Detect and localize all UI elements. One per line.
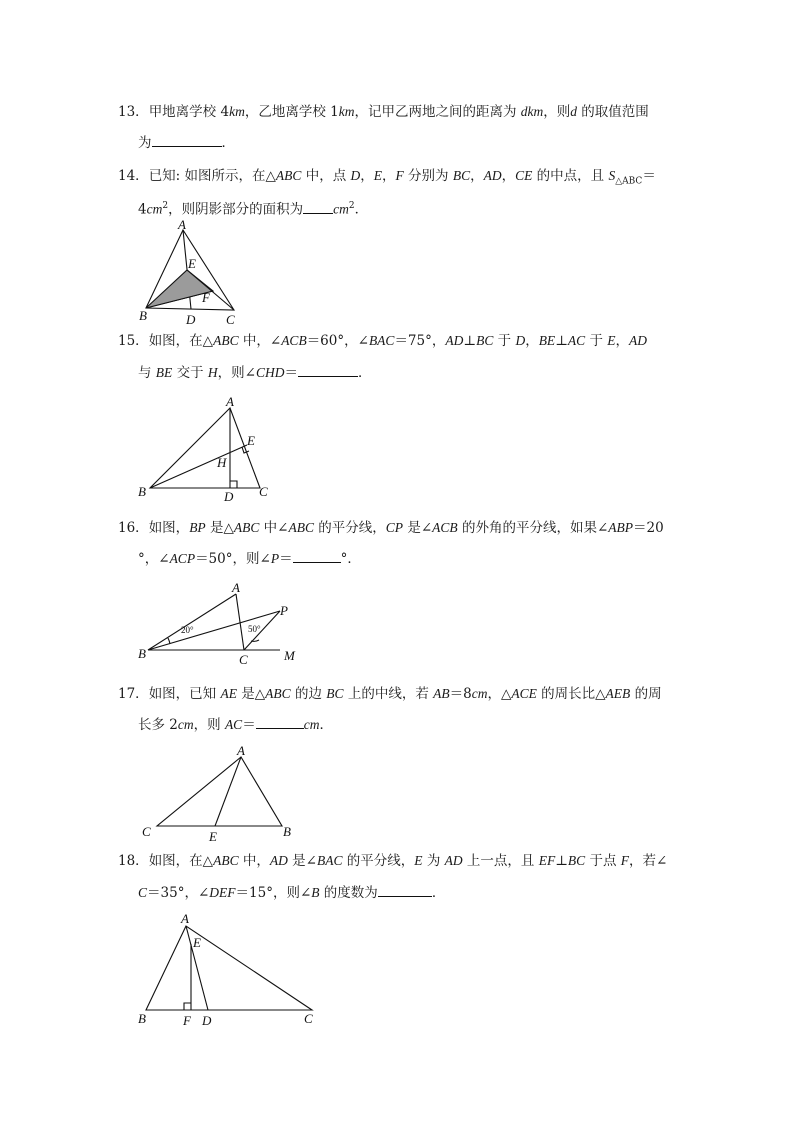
q15-text: 如图，在△ <box>148 333 214 349</box>
q16-var: BP <box>189 520 206 535</box>
q16-var: P <box>270 551 280 566</box>
q15-text: 于 <box>493 333 516 349</box>
q18-text: ． <box>431 885 446 901</box>
q15-var: BE <box>538 333 556 348</box>
q18-var: F <box>620 853 630 868</box>
q18-var: AD <box>269 853 288 868</box>
q13-text: 为 <box>138 135 152 151</box>
q18-var: BC <box>567 853 586 868</box>
q14-text: 分别为 <box>403 168 453 184</box>
label-c: C <box>304 1011 313 1026</box>
q15-figure <box>134 392 279 504</box>
q16-var: ABC <box>233 520 260 535</box>
label-c: C <box>142 824 151 839</box>
q14-var: F <box>395 168 404 183</box>
q15-var: CHD <box>255 365 285 380</box>
label-e: E <box>247 433 255 448</box>
q16-text: 是△ <box>205 520 234 536</box>
label-e: E <box>188 256 196 271</box>
label-a: A <box>226 394 234 409</box>
label-e: E <box>193 935 201 950</box>
label-f: F <box>183 1013 191 1028</box>
q17-var: AB <box>433 686 450 701</box>
q18-text: ＝15°，则∠ <box>235 885 312 901</box>
q17-var: ABC <box>265 686 291 701</box>
q14-var: BC <box>452 168 471 183</box>
q18-var: E <box>414 853 423 868</box>
q17-var: ACE <box>511 686 537 701</box>
q17-text: 的周长比△ <box>536 686 606 702</box>
label-e: E <box>209 829 217 844</box>
q15-text: ＝60°，∠ <box>306 333 369 349</box>
answer-blank[interactable] <box>298 364 358 377</box>
q16-text: ＝20 <box>633 520 664 536</box>
angle-label-50: 50° <box>248 624 261 634</box>
q16-figure <box>134 580 304 670</box>
q18-var: AD <box>444 853 463 868</box>
q15-line1 <box>118 331 647 351</box>
q15-text: 与 <box>138 365 156 381</box>
q16-text: 中∠ <box>259 520 289 536</box>
q18-line1 <box>118 851 667 871</box>
q18-text: 为 <box>422 853 445 869</box>
q18-text: 如图，在△ <box>148 853 214 869</box>
q14-text: ． <box>354 201 369 218</box>
q16-var: ABC <box>288 520 314 535</box>
q18-triangle-abc <box>146 926 312 1010</box>
q13-text: ． <box>221 135 235 151</box>
angle-label-20: 20° <box>181 625 194 635</box>
label-d: D <box>224 489 234 504</box>
answer-blank[interactable] <box>256 716 304 729</box>
q17-figure <box>134 740 304 846</box>
q14-number: 14． <box>118 168 149 184</box>
answer-blank[interactable] <box>152 134 222 147</box>
q15-text: 交于 <box>172 365 208 381</box>
q18-line2 <box>138 883 445 903</box>
q15-text: ， <box>615 333 629 349</box>
q14-text: ＝ <box>642 168 656 184</box>
q15-var: AD <box>629 333 647 348</box>
q16-text: °，∠ <box>138 551 170 567</box>
label-b: B <box>283 824 291 839</box>
q13-var: d <box>570 104 578 119</box>
q15-triangle-abc <box>150 408 260 488</box>
q14-subscript: △ABC <box>615 176 643 187</box>
q15-var: H <box>207 365 218 380</box>
q15-var: ABC <box>213 333 239 348</box>
q17-var: AE <box>220 686 237 701</box>
q17-text: 的边 <box>290 686 327 702</box>
q17-var: cm <box>177 717 194 732</box>
q13-text: 的取值范围 <box>577 104 649 120</box>
q17-line1 <box>118 684 662 704</box>
label-d: D <box>202 1013 212 1028</box>
q16-var: ACP <box>169 551 196 566</box>
label-a: A <box>237 743 245 758</box>
q18-text: ＝35°，∠ <box>147 885 210 901</box>
q14-text: 4 <box>138 201 147 218</box>
answer-blank[interactable] <box>293 550 341 563</box>
q14-text: ， <box>382 168 396 184</box>
q16-text: ＝50°，则∠ <box>195 551 271 567</box>
label-h: H <box>217 455 227 470</box>
label-c: C <box>259 484 268 499</box>
label-b: B <box>139 308 147 323</box>
q13-text: ，则 <box>543 104 571 120</box>
q14-text: 中，点 <box>301 168 351 184</box>
label-a: A <box>178 218 186 232</box>
label-f: F <box>202 290 210 305</box>
q18-text: 的平分线， <box>342 853 415 869</box>
q17-text: 是△ <box>236 686 266 702</box>
q18-right-angle-f <box>184 1003 191 1010</box>
q16-text: ＝ <box>279 551 293 567</box>
q15-var: BE <box>155 365 173 380</box>
label-c: C <box>239 652 248 667</box>
answer-blank[interactable] <box>303 201 333 214</box>
q17-text: ＝ <box>242 717 256 733</box>
q15-number: 15． <box>118 333 149 349</box>
q17-text: 的周 <box>630 686 662 702</box>
q18-var: DEF <box>209 885 236 900</box>
q15-line2 <box>138 363 371 383</box>
q14-text: ，则阴影部分的面积为 <box>168 201 304 218</box>
q18-text: 是∠ <box>287 853 317 869</box>
q16-side-ba <box>148 594 236 650</box>
q16-line1 <box>118 518 664 538</box>
q18-var: B <box>311 885 320 900</box>
q18-var: ABC <box>213 853 239 868</box>
q16-text: 是∠ <box>403 520 433 536</box>
q17-text: ，△ <box>487 686 512 702</box>
q14-text: 已知: 如图所示，在△ <box>148 168 276 184</box>
q14-text: ， <box>470 168 484 184</box>
q18-text: 中， <box>238 853 270 869</box>
q15-var: BAC <box>368 333 395 348</box>
q14-superscript: 2 <box>162 201 169 211</box>
q16-line2 <box>138 549 361 569</box>
q18-figure <box>134 910 324 1032</box>
q15-text: ， <box>525 333 539 349</box>
q16-text: °． <box>340 551 361 567</box>
q14-line2 <box>138 196 368 220</box>
label-a: A <box>181 911 189 926</box>
q18-number: 18． <box>118 853 149 869</box>
q18-var: C <box>138 885 148 900</box>
q15-text: ⊥ <box>555 333 568 349</box>
label-p: P <box>280 603 288 618</box>
q15-var: ACB <box>281 333 307 348</box>
q14-text: ， <box>501 168 516 184</box>
q13-var: km <box>229 104 245 119</box>
q15-text: ，则∠ <box>217 365 256 381</box>
q18-text: 上一点，且 <box>462 853 539 869</box>
label-d: D <box>186 312 196 327</box>
q16-number: 16． <box>118 520 149 536</box>
q15-text: 于 <box>585 333 608 349</box>
q16-var: ACB <box>432 520 458 535</box>
q15-text: ⊥ <box>463 333 477 349</box>
answer-blank[interactable] <box>378 884 432 897</box>
q13-var: km <box>338 104 355 119</box>
label-b: B <box>138 484 146 499</box>
q17-var: BC <box>326 686 344 701</box>
q17-var: AEB <box>605 686 631 701</box>
q17-var: cm <box>303 717 320 732</box>
label-b: B <box>138 646 146 661</box>
q18-var: BAC <box>316 853 343 868</box>
q17-text: ，则 <box>193 717 225 733</box>
q16-angle-arc-abp <box>168 638 170 644</box>
q16-text: 如图， <box>148 520 190 536</box>
q15-text: ＝ <box>284 365 298 381</box>
q15-text: ＝75°， <box>394 333 446 349</box>
q17-triangle-abc <box>157 757 282 826</box>
q14-var: CE <box>515 168 533 183</box>
label-b: B <box>138 1011 146 1026</box>
q16-text: 的外角的平分线，如果∠ <box>457 520 609 536</box>
q16-text: 的平分线， <box>313 520 386 536</box>
q14-var: cm <box>146 201 163 217</box>
q15-text: ． <box>357 365 372 381</box>
q13-number: 13． <box>118 104 149 120</box>
q15-var: D <box>515 333 526 348</box>
q13-line2 <box>138 133 235 153</box>
label-c: C <box>226 312 235 327</box>
q13-line1 <box>118 102 649 122</box>
q13-var: dkm <box>520 104 544 119</box>
q14-var: ABC <box>275 168 302 183</box>
q16-var: CP <box>385 520 404 535</box>
q15-right-angle-d <box>230 481 237 488</box>
q13-text: 甲地离学校 4 <box>148 104 230 120</box>
q18-text: 的度数为 <box>319 885 378 901</box>
q14-var: cm <box>333 201 349 217</box>
q17-var: AC <box>224 717 243 732</box>
q16-var: ABP <box>608 520 634 535</box>
q18-text: 于点 <box>585 853 621 869</box>
q17-text: 如图，已知 <box>148 686 221 702</box>
q17-number: 17． <box>118 686 149 702</box>
q14-text: 的中点，且 <box>532 168 609 184</box>
label-a: A <box>232 580 240 595</box>
q17-text: 上的中线，若 <box>343 686 434 702</box>
q14-superscript: 2 <box>348 201 355 211</box>
q18-text: ⊥ <box>555 853 568 869</box>
q15-var: AC <box>567 333 586 348</box>
q15-var: AD <box>445 333 464 348</box>
q17-line2 <box>138 715 333 735</box>
q13-text: ，记甲乙两地之间的距离为 <box>354 104 521 120</box>
q17-text: ＝8 <box>449 686 472 702</box>
q15-var: E <box>607 333 616 348</box>
q14-var: D <box>350 168 361 183</box>
q14-var: S <box>608 168 616 183</box>
q15-text: 中，∠ <box>238 333 282 349</box>
q17-text: 长多 2 <box>138 717 178 733</box>
q13-text: ，乙地离学校 1 <box>244 104 339 120</box>
q15-var: BC <box>476 333 494 348</box>
q14-line1 <box>118 166 656 192</box>
q14-text: ， <box>360 168 374 184</box>
q14-figure <box>134 218 244 328</box>
q18-var: EF <box>538 853 556 868</box>
q18-text: ，若∠ <box>629 853 668 869</box>
q17-text: ． <box>319 717 333 733</box>
label-m: M <box>284 648 295 663</box>
q17-var: cm <box>471 686 488 701</box>
q14-var: E <box>373 168 383 183</box>
q14-var: AD <box>483 168 502 183</box>
